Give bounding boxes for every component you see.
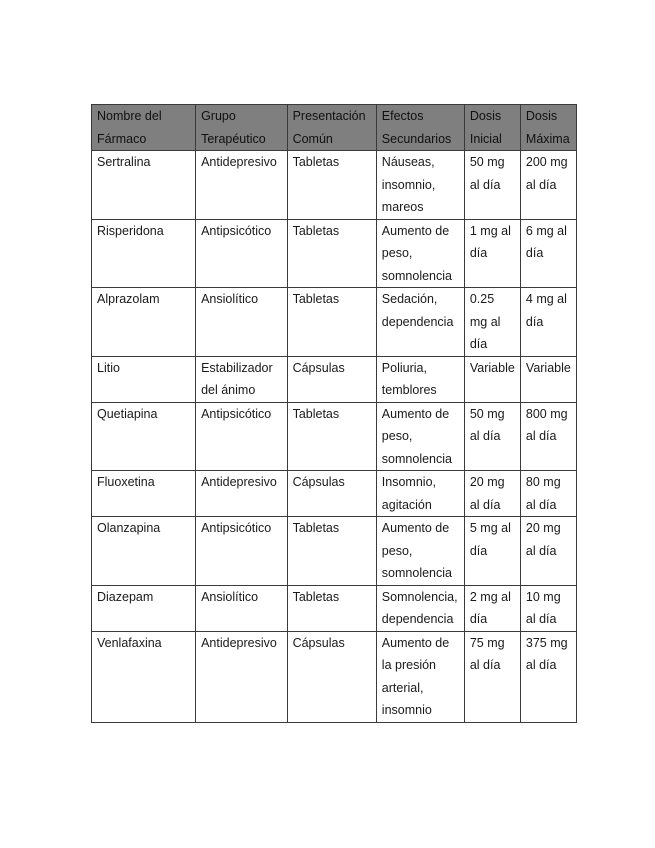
cell-nombre: Alprazolam (92, 288, 196, 357)
cell-grupo: Antidepresivo (196, 631, 288, 722)
cell-dosis-maxima: 10 mg al día (520, 585, 576, 631)
cell-efectos: Insomnio, agitación (376, 471, 464, 517)
cell-nombre: Olanzapina (92, 517, 196, 586)
cell-dosis-inicial: 75 mg al día (464, 631, 520, 722)
cell-efectos: Náuseas, insomnio, mareos (376, 151, 464, 220)
cell-dosis-maxima: 20 mg al día (520, 517, 576, 586)
cell-nombre: Quetiapina (92, 402, 196, 471)
cell-dosis-maxima: 6 mg al día (520, 219, 576, 288)
table-row (92, 517, 577, 586)
cell-presentacion: Tabletas (287, 585, 376, 631)
cell-nombre: Sertralina (92, 151, 196, 220)
cell-dosis-maxima: 4 mg al día (520, 288, 576, 357)
header-cell-presentacion: Presentación Común (287, 105, 376, 151)
header-cell-dosis-maxima: Dosis Máxima (520, 105, 576, 151)
cell-dosis-inicial: 50 mg al día (464, 402, 520, 471)
cell-grupo: Antidepresivo (196, 471, 288, 517)
cell-efectos: Somnolencia, dependencia (376, 585, 464, 631)
cell-grupo: Antipsicótico (196, 517, 288, 586)
cell-grupo: Ansiolítico (196, 585, 288, 631)
cell-dosis-maxima: Variable (520, 356, 576, 402)
cell-dosis-inicial: 2 mg al día (464, 585, 520, 631)
cell-grupo: Antipsicótico (196, 219, 288, 288)
cell-dosis-maxima: 80 mg al día (520, 471, 576, 517)
cell-grupo: Antidepresivo (196, 151, 288, 220)
cell-nombre: Venlafaxina (92, 631, 196, 722)
cell-nombre: Fluoxetina (92, 471, 196, 517)
cell-presentacion: Tabletas (287, 151, 376, 220)
cell-presentacion: Tabletas (287, 402, 376, 471)
cell-efectos: Aumento de la presión arterial, insomnio (376, 631, 464, 722)
cell-efectos: Aumento de peso, somnolencia (376, 402, 464, 471)
drug-table (91, 104, 577, 723)
header-cell-efectos: Efectos Secundarios (376, 105, 464, 151)
cell-presentacion: Cápsulas (287, 631, 376, 722)
cell-presentacion: Tabletas (287, 219, 376, 288)
cell-dosis-inicial: 5 mg al día (464, 517, 520, 586)
header-row (92, 105, 577, 151)
table-row (92, 219, 577, 288)
table-header (92, 105, 577, 151)
cell-dosis-inicial: 0.25 mg al día (464, 288, 520, 357)
table-row (92, 151, 577, 220)
cell-presentacion: Cápsulas (287, 356, 376, 402)
cell-grupo: Ansiolítico (196, 288, 288, 357)
cell-dosis-maxima: 800 mg al día (520, 402, 576, 471)
cell-grupo: Estabilizador del ánimo (196, 356, 288, 402)
cell-dosis-inicial: Variable (464, 356, 520, 402)
cell-presentacion: Tabletas (287, 288, 376, 357)
cell-dosis-inicial: 1 mg al día (464, 219, 520, 288)
header-cell-dosis-inicial: Dosis Inicial (464, 105, 520, 151)
table-row (92, 356, 577, 402)
cell-efectos: Aumento de peso, somnolencia (376, 517, 464, 586)
table-row (92, 402, 577, 471)
header-cell-grupo: Grupo Terapéutico (196, 105, 288, 151)
table-body (92, 151, 577, 723)
cell-grupo: Antipsicótico (196, 402, 288, 471)
cell-nombre: Diazepam (92, 585, 196, 631)
cell-dosis-inicial: 50 mg al día (464, 151, 520, 220)
cell-nombre: Litio (92, 356, 196, 402)
cell-dosis-maxima: 375 mg al día (520, 631, 576, 722)
cell-efectos: Sedación, dependencia (376, 288, 464, 357)
header-cell-nombre: Nombre del Fármaco (92, 105, 196, 151)
table-row (92, 585, 577, 631)
table-row (92, 631, 577, 722)
cell-efectos: Aumento de peso, somnolencia (376, 219, 464, 288)
cell-presentacion: Cápsulas (287, 471, 376, 517)
cell-efectos: Poliuria, temblores (376, 356, 464, 402)
cell-dosis-inicial: 20 mg al día (464, 471, 520, 517)
cell-dosis-maxima: 200 mg al día (520, 151, 576, 220)
cell-nombre: Risperidona (92, 219, 196, 288)
table-row (92, 288, 577, 357)
cell-presentacion: Tabletas (287, 517, 376, 586)
table-row (92, 471, 577, 517)
